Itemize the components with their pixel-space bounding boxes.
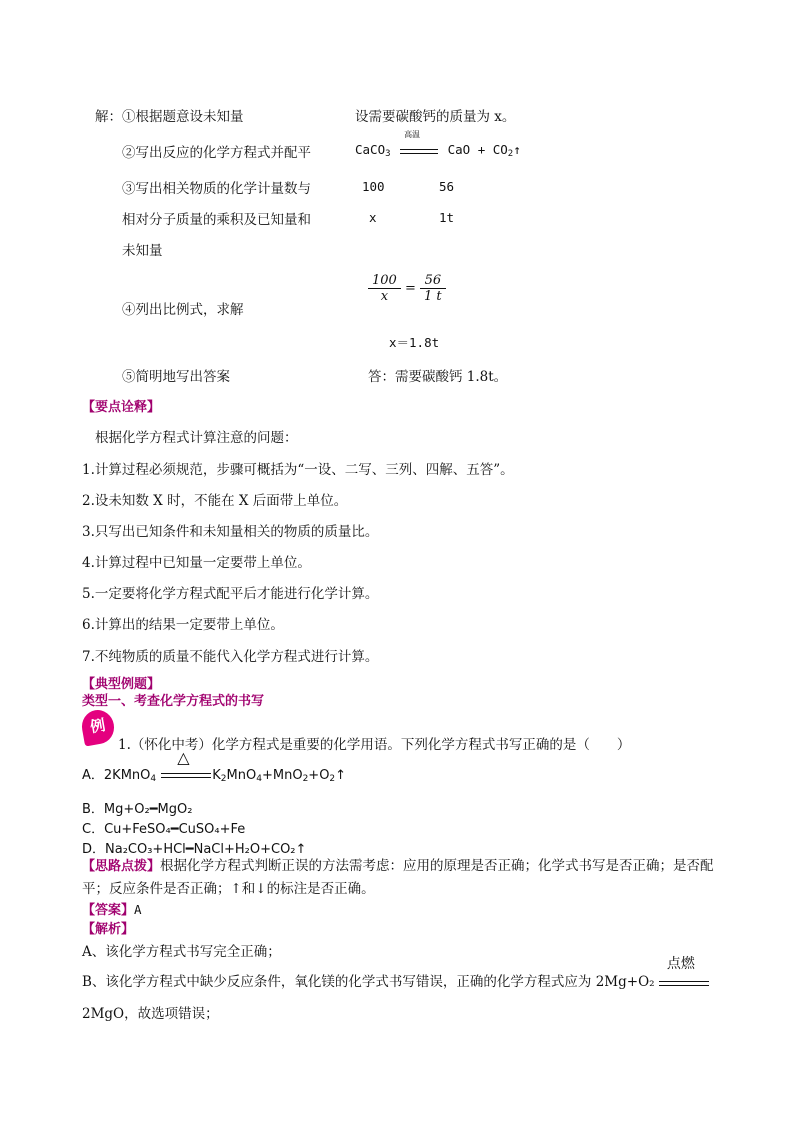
category-title: 类型一、考查化学方程式的书写 [82, 694, 265, 709]
question-text: 1.（怀化中考）化学方程式是重要的化学用语。下列化学方程式书写正确的是（ ） [118, 737, 631, 753]
step3-label-line3: 未知量 [122, 243, 163, 259]
option-c: C．Cu+FeSO₄━CuSO₄+Fe [82, 822, 246, 837]
answer-value: A [134, 902, 142, 917]
hint-paragraph [82, 855, 714, 900]
equals-arrow [400, 149, 438, 154]
value-56: 56 [439, 179, 455, 194]
key-point-item: 6.计算出的结果一定要带上单位。 [82, 617, 284, 633]
key-point-item: 7.不纯物质的质量不能代入化学方程式进行计算。 [82, 649, 379, 665]
example-badge-icon: 例 [79, 707, 116, 746]
key-points-header: 【要点诠释】 [82, 400, 161, 415]
option-a: A．2KMnO$_4$ △ $K_2MnO_4+MnO_2+O_2↑$ [82, 748, 347, 784]
fraction-right: $\frac{56}{1 t}$ [420, 273, 446, 304]
hint-label: 【思路点拨】 [82, 859, 161, 874]
option-b: B．Mg+O₂━MgO₂ [82, 802, 193, 817]
reaction-condition: 高温 [404, 130, 421, 139]
key-point-item: 2.设未知数 X 时，不能在 X 后面带上单位。 [82, 493, 348, 509]
hint-text: 根据化学方程式判断正误的方法需考虑：应用的原理是否正确；化学式书写是否正确；是否配平；反应条件是否正确；↑和↓的标注是否正确。 [82, 858, 714, 897]
option-d: D．Na₂CO₃+HCl━NaCl+H₂O+CO₂↑ [82, 842, 307, 857]
step3-label-line1: ③写出相关物质的化学计量数与 [122, 181, 311, 197]
analysis-b-end: 2MgO，故选项错误； [82, 1006, 219, 1022]
key-point-item: 1.计算过程必须规范，步骤可概括为“一设、二写、三列、四解、五答”。 [82, 462, 514, 478]
value-x: x [369, 210, 377, 225]
step3-label-line2: 相对分子质量的乘积及已知量和 [122, 212, 311, 228]
analysis-b: B、该化学方程式中缺少反应条件，氧化镁的化学式书写错误，正确的化学方程式应为 2Mg+O₂ 点燃 [82, 970, 709, 991]
step1-label: 解：①根据题意设未知量 [95, 109, 244, 125]
step5-label: ⑤简明地写出答案 [122, 369, 230, 385]
key-point-item: 4.计算过程中已知量一定要带上单位。 [82, 555, 311, 571]
equation-caco3: CaCO$_3$ 高温 CaO + $CO_2↑$ [355, 130, 521, 159]
step2-label: ②写出反应的化学方程式并配平 [122, 145, 311, 161]
analysis-a: A、该化学方程式书写完全正确； [82, 944, 281, 960]
analysis-label: 【解析】 [82, 922, 135, 937]
proportion: $\frac{100}{x}$ = $\frac{56}{1 t}$ [368, 273, 446, 304]
heat-condition-icon: △ [177, 748, 190, 767]
fraction-left: $\frac{100}{x}$ [368, 273, 401, 304]
answer-line [82, 899, 142, 918]
step1-value: 设需要碳酸钙的质量为 x。 [355, 109, 516, 125]
step5-value: 答：需要碳酸钙 1.8t。 [368, 369, 508, 385]
key-points-intro: 根据化学方程式计算注意的问题： [95, 430, 298, 446]
ignite-condition: 点燃 [666, 955, 695, 972]
key-point-item: 3.只写出已知条件和未知量相关的物质的质量比。 [82, 524, 379, 540]
answer-label: 【答案】 [82, 903, 135, 918]
key-point-item: 5.一定要将化学方程式配平后才能进行化学计算。 [82, 586, 379, 602]
examples-header: 【典型例题】 [82, 677, 161, 692]
result: x＝1.8t [389, 335, 440, 350]
value-1t: 1t [439, 210, 455, 225]
value-100: 100 [362, 179, 385, 194]
step4-label: ④列出比例式，求解 [122, 302, 244, 318]
